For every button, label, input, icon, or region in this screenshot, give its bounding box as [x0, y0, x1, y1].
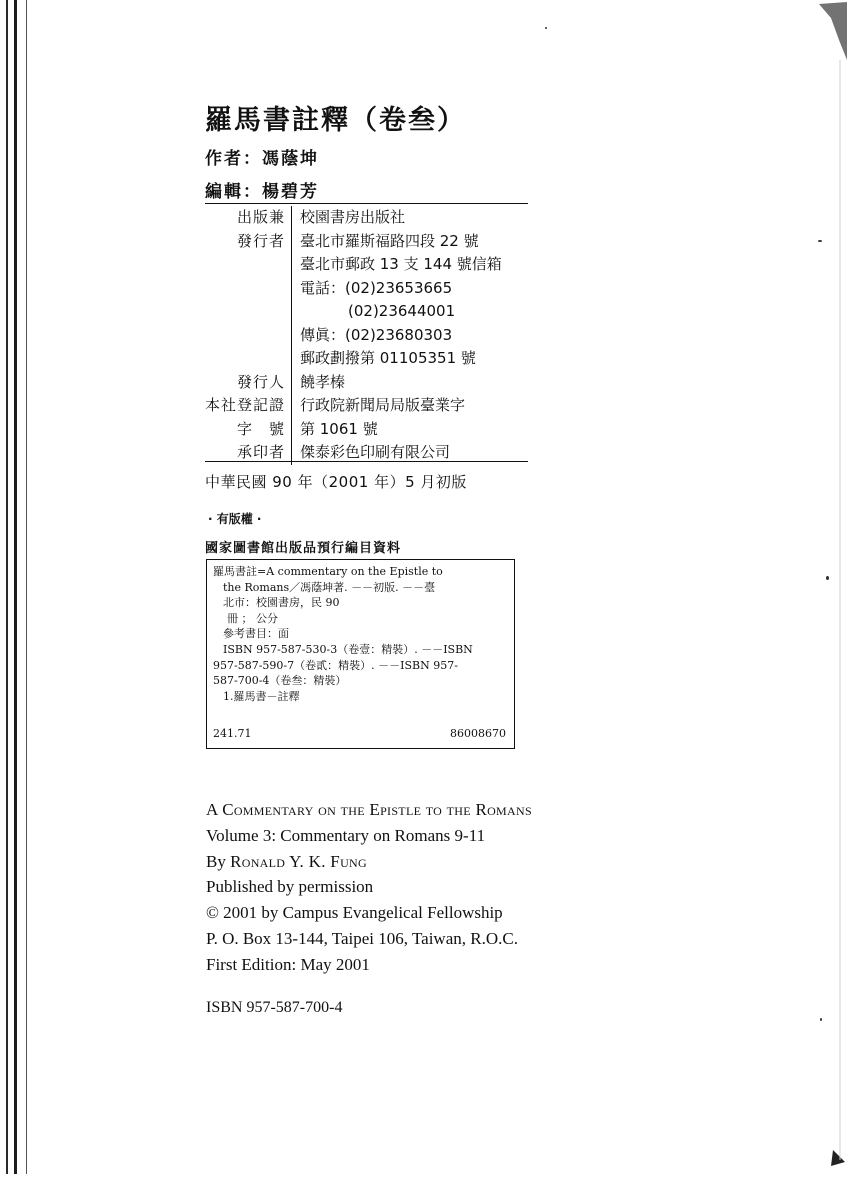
scan-binding-edge	[0, 0, 34, 1174]
colophon-row	[205, 253, 528, 277]
editor-line: 編輯：楊碧芳	[205, 182, 319, 202]
english-edition: First Edition: May 2001	[206, 954, 370, 974]
speck	[545, 27, 547, 29]
colophon-value: 臺北市羅斯福路四段 22 號	[300, 231, 479, 250]
english-byline	[206, 849, 532, 875]
scan-edge-marks	[809, 0, 849, 1174]
colophon-label	[205, 277, 292, 301]
colophon-bottom-rule	[205, 461, 528, 462]
colophon-row	[205, 324, 528, 348]
colophon-value: 臺北市郵政 13 支 144 號信箱	[300, 255, 502, 273]
cip-footer	[213, 726, 506, 742]
cip-line: 北市：校園書房，民 90	[223, 596, 340, 610]
by-prefix: By	[206, 851, 231, 871]
colophon-label: 發行人	[205, 371, 292, 395]
colophon-value: 校園書房出版社	[300, 208, 406, 226]
cip-line: ISBN 957-587-530-3（卷壹：精裝）. －－ISBN	[223, 642, 473, 656]
colophon-row	[205, 371, 528, 395]
colophon-row	[205, 300, 528, 324]
colophon-value: 饒孝榛	[300, 372, 346, 391]
colophon-label	[205, 347, 292, 371]
colophon-label: 承印者	[205, 441, 292, 465]
english-address: P. O. Box 13-144, Taipei 106, Taiwan, R.O.C.	[206, 928, 518, 948]
colophon-row	[205, 394, 528, 418]
cip-line: 冊 ； 公分	[227, 611, 278, 625]
isbn-line: ISBN 957-587-700-4	[206, 999, 343, 1016]
colophon-label: 出版兼	[205, 206, 292, 230]
cip-heading: 國家圖書館出版品預行編目資料	[205, 541, 402, 556]
colophon-value: 行政院新聞局局版臺業字	[300, 396, 466, 414]
colophon-row	[205, 230, 528, 254]
cip-class-number: 241.71	[213, 727, 252, 741]
rights-notice: · 有版權 ·	[208, 512, 262, 526]
speck	[818, 240, 822, 242]
cip-line: 587-700-4（卷叁：精裝）	[213, 674, 347, 688]
colophon-label: 字 號	[205, 418, 292, 442]
english-volume: Volume 3: Commentary on Romans 9-11	[206, 825, 486, 845]
colophon-value: 傑泰彩色印刷有限公司	[300, 443, 451, 461]
colophon-value: (02)23644001	[348, 302, 456, 320]
cip-line: 羅馬書註=A commentary on the Epistle to	[213, 565, 443, 578]
scan-right-edge	[809, 0, 849, 1174]
english-title: A Commentary on the Epistle to the Romans	[206, 800, 532, 819]
colophon-value: 電話：(02)23653665	[300, 278, 453, 297]
colophon-top-rule	[205, 203, 528, 204]
cip-line: the Romans／馮蔭坤著. －－初版. －－臺	[223, 580, 436, 594]
cip-line: 1.羅馬書－註釋	[223, 689, 300, 703]
english-copyright: © 2001 by Campus Evangelical Fellowship	[206, 903, 503, 923]
colophon-label	[205, 300, 292, 324]
colophon-value: 第 1061 號	[300, 419, 378, 438]
colophon-row	[205, 347, 528, 371]
colophon-row	[205, 418, 528, 442]
colophon-label	[205, 253, 292, 277]
cip-line: 參考書目：面	[223, 627, 289, 641]
author-line: 作者：馮蔭坤	[205, 149, 319, 169]
colophon-label: 本社登記證	[205, 394, 292, 418]
colophon-row	[205, 277, 528, 301]
book-title: 羅馬書註釋（卷叁）	[205, 105, 466, 136]
speck	[820, 1018, 822, 1021]
english-author: Ronald Y. K. Fung	[230, 851, 367, 871]
colophon-label: 發行者	[205, 230, 292, 254]
colophon-value: 傳眞：(02)23680303	[300, 325, 453, 344]
english-copyright-block	[206, 797, 532, 978]
edition-line: 中華民國 90 年（2001 年）5 月初版	[205, 473, 467, 491]
colophon-label	[205, 324, 292, 348]
colophon-table	[205, 206, 528, 465]
colophon-value: 郵政劃撥第 01105351 號	[300, 349, 476, 367]
cip-record-number: 86008670	[450, 727, 506, 741]
speck	[826, 576, 829, 580]
cip-line: 957-587-590-7（卷貳：精裝）. －－ISBN 957-	[213, 658, 458, 672]
english-permission: Published by permission	[206, 877, 374, 897]
colophon-row	[205, 206, 528, 230]
cip-record-box	[206, 559, 515, 749]
